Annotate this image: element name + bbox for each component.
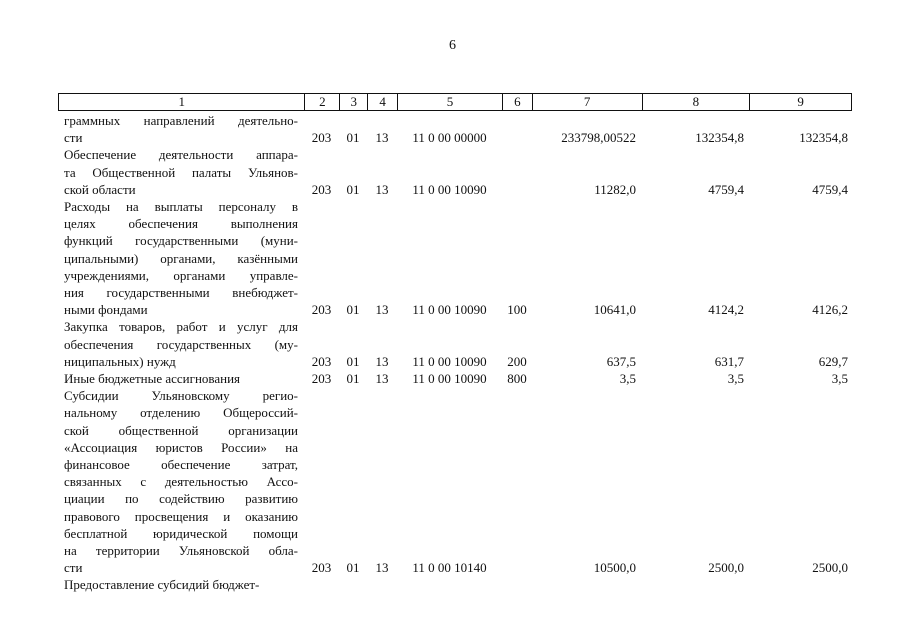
- description-line: сти: [64, 560, 83, 576]
- description-line: та Общественной палаты Ульянов-: [64, 164, 298, 180]
- cell-description: [58, 318, 304, 370]
- cell-admin-code: 203: [311, 181, 332, 197]
- description-line: целях обеспечения выполнения: [64, 216, 298, 232]
- cell-amount-col8: 132354,8: [695, 130, 744, 146]
- description-line: функций государственными (муни-: [64, 233, 298, 249]
- description-line: Предоставление субсидий бюджет-: [64, 577, 260, 593]
- cell-amount-col7: 10500,0: [593, 560, 636, 576]
- cell-amount-col7: 637,5: [606, 353, 636, 369]
- description-line: циации по содействию развитию: [64, 491, 298, 507]
- header-col-3: 3: [339, 94, 367, 110]
- cell-amount-col8: 3,5: [727, 371, 744, 387]
- cell-section: 01: [346, 560, 360, 576]
- description-line: «Ассоциация юристов России» на: [64, 439, 298, 455]
- cell-admin-code: 203: [311, 371, 332, 387]
- description-line: Иные бюджетные ассигнования: [64, 371, 241, 387]
- cell-section: 01: [346, 371, 360, 387]
- cell-description: [58, 576, 304, 593]
- header-col-2: 2: [304, 94, 339, 110]
- description-line: сти: [64, 130, 83, 146]
- cell-amount-col8: 4759,4: [708, 181, 744, 197]
- cell-amount-col9: 629,7: [818, 353, 848, 369]
- header-col-1: 1: [178, 94, 185, 109]
- cell-target-article: 11 0 00 10090: [412, 353, 487, 369]
- cell-amount-col9: 4126,2: [812, 302, 848, 318]
- table-row: [58, 387, 852, 576]
- header-col-6: 6: [502, 94, 532, 110]
- description-line: ской области: [64, 181, 136, 197]
- cell-expense-type: 200: [507, 353, 527, 369]
- header-col-4: 4: [367, 94, 397, 110]
- cell-amount-col8: 631,7: [714, 353, 744, 369]
- description-line: ципальными) органами, казёнными: [64, 250, 298, 266]
- table-row: [58, 146, 852, 198]
- cell-amount-col7: 3,5: [619, 371, 636, 387]
- cell-amount-col9: 4759,4: [812, 181, 848, 197]
- table-row: [58, 370, 852, 387]
- description-line: Закупка товаров, работ и услуг для: [64, 319, 298, 335]
- cell-amount-col7: 10641,0: [593, 302, 636, 318]
- cell-subsection: 13: [375, 130, 389, 146]
- cell-description: [58, 387, 304, 576]
- cell-amount-col9: 3,5: [831, 371, 848, 387]
- cell-expense-type: 100: [507, 302, 527, 318]
- header-col-9: 9: [749, 94, 851, 110]
- cell-admin-code: 203: [311, 302, 332, 318]
- cell-subsection: 13: [375, 353, 389, 369]
- description-line: Субсидии Ульяновскому регио-: [64, 388, 298, 404]
- cell-amount-col8: 2500,0: [708, 560, 744, 576]
- description-line: связанных с деятельностью Ассо-: [64, 474, 298, 490]
- cell-subsection: 13: [375, 560, 389, 576]
- cell-admin-code: 203: [311, 560, 332, 576]
- cell-target-article: 11 0 00 10090: [412, 181, 487, 197]
- description-line: ния государственными внебюджет-: [64, 285, 298, 301]
- cell-target-article: 11 0 00 10140: [412, 560, 487, 576]
- table-row: [58, 576, 852, 593]
- table-row: [58, 112, 852, 146]
- cell-section: 01: [346, 302, 360, 318]
- description-line: ниципальных) нужд: [64, 353, 176, 369]
- cell-expense-type: 800: [507, 371, 527, 387]
- cell-target-article: 11 0 00 10090: [412, 371, 487, 387]
- header-col-8: 8: [642, 94, 750, 110]
- cell-description: [58, 198, 304, 318]
- description-line: Расходы на выплаты персоналу в: [64, 199, 298, 215]
- description-line: учреждениями, органами управле-: [64, 267, 298, 283]
- cell-amount-col7: 233798,00522: [561, 130, 636, 146]
- cell-admin-code: 203: [311, 130, 332, 146]
- description-line: на территории Ульяновской обла-: [64, 543, 298, 559]
- cell-subsection: 13: [375, 302, 389, 318]
- table-row: [58, 198, 852, 318]
- table-body: [58, 112, 852, 594]
- cell-amount-col9: 132354,8: [799, 130, 848, 146]
- cell-description: [58, 112, 304, 146]
- description-line: правового просвещения и оказанию: [64, 508, 298, 524]
- description-line: финансовое обеспечение затрат,: [64, 457, 298, 473]
- table-row: [58, 318, 852, 370]
- description-line: бесплатной юридической помощи: [64, 525, 298, 541]
- cell-amount-col9: 2500,0: [812, 560, 848, 576]
- cell-subsection: 13: [375, 181, 389, 197]
- cell-amount-col7: 11282,0: [594, 181, 636, 197]
- cell-description: [58, 370, 304, 387]
- description-line: обеспечения государственных (му-: [64, 336, 298, 352]
- description-line: граммных направлений деятельно-: [64, 113, 298, 128]
- cell-admin-code: 203: [311, 353, 332, 369]
- description-line: ными фондами: [64, 302, 148, 318]
- cell-section: 01: [346, 353, 360, 369]
- cell-section: 01: [346, 130, 360, 146]
- description-line: Обеспечение деятельности аппара-: [64, 147, 298, 163]
- cell-amount-col8: 4124,2: [708, 302, 744, 318]
- cell-description: [58, 146, 304, 198]
- cell-subsection: 13: [375, 371, 389, 387]
- cell-target-article: 11 0 00 00000: [412, 130, 487, 146]
- page-number: 6: [449, 38, 456, 53]
- header-col-7: 7: [532, 94, 642, 110]
- description-line: ской общественной организации: [64, 422, 298, 438]
- table-header-row: [58, 93, 852, 111]
- cell-target-article: 11 0 00 10090: [412, 302, 487, 318]
- cell-section: 01: [346, 181, 360, 197]
- description-line: нальному отделению Общероссий-: [64, 405, 298, 421]
- header-col-5: 5: [397, 94, 502, 110]
